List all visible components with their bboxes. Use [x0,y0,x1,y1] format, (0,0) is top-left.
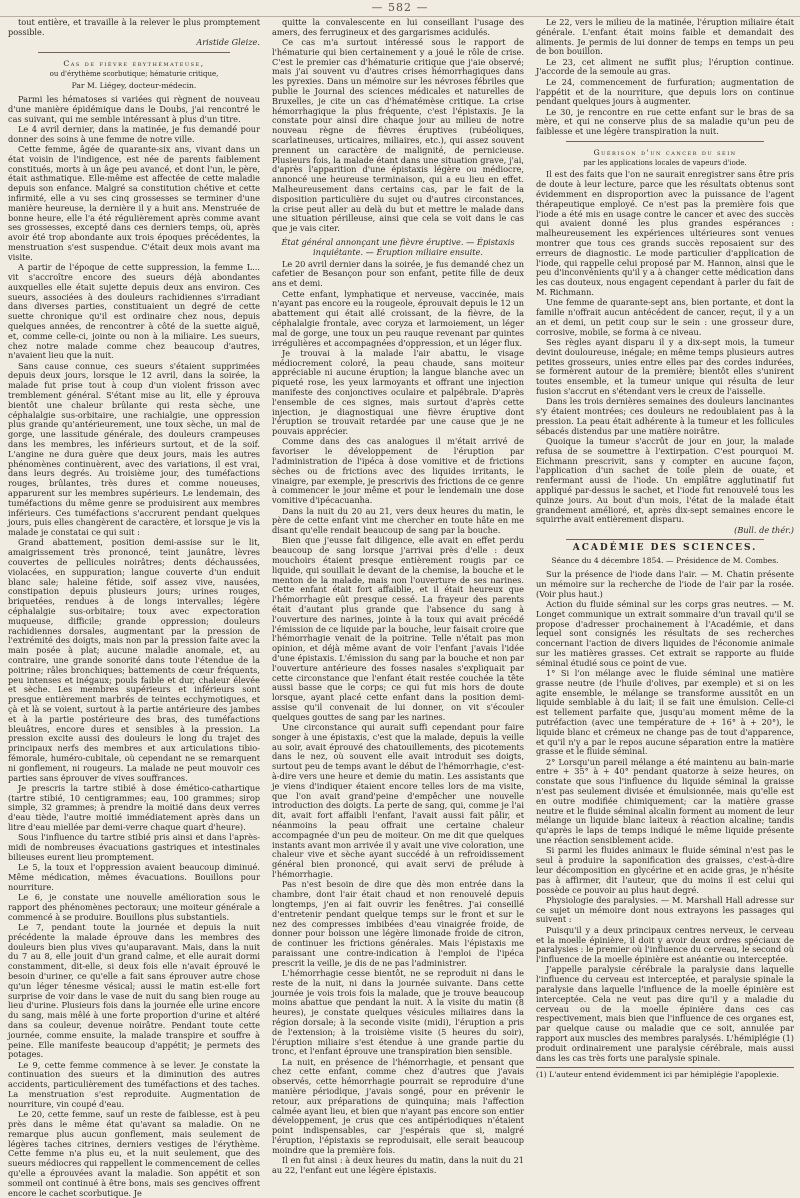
signature: Aristide Gleize. [196,37,260,48]
paragraph: Si parmi les fluides animaux le fluide séminal n'est pas le seul à produire la saponification des graisses, c'est-à-dire leur décomposition en glycérine et en acide gras, je n'hésite pas à affirmer, dit l'auteur, que du moins il est celui qui possède ce pouvoir au plus haut degré. [536,845,794,895]
paragraph: Action du fluide séminal sur les corps gras neutres. — M. Longet communique un extrait sommaire d'un travail qu'il se propose d'adresser prochainement à l'Académie, et dans lequel sont consignés les résultats de ses recherches concernant l'action de divers liquides de l'économie animale sur les matières grasses. Cet extrait se rapporte au fluide séminal étudié sous ce point de vue. [536,598,794,668]
section-author: Par M. Liégey, docteur-médecin. [71,81,197,91]
paragraph: Je trouvai à la malade l'air abattu, le visage médiocrement coloré, la peau chaude, sans moiteur appréciable ni aucune éruption; la langue blanche avec un piqueté rose, les yeux larmoyants et offrant une injection manifeste des conjonctives oculaire et palpébrale. D'après l'ensemble de ces signes, mais surtout d'après cette injection, je diagnostiquai une fièvre éruptive dont l'éruption se trouvait retardée par une cause que je ne pouvais apprécier. [272,347,524,437]
session-line: Séance du 4 décembre 1854. — Présidence de M. Combes. [551,556,779,566]
paragraph: Sous l'influence du tartre stibié pris ainsi et dans l'après-midi de nombreuses évacuations gastriques et intestinales bilieuses eurent lieu promptement. [8,832,260,862]
page-number: — 582 — [0,0,800,17]
column-3 [536,18,794,1164]
divider [566,141,764,142]
paragraph: Quoique la tumeur s'accrût de jour en jour, la malade refusa de se soumettre à l'extirpation. C'est pourquoi M. Eichmann prescrivit, sans y compter en aucune façon, l'application d'un sachet de toile plein de ouate, et renfermant aussi de l'iode. Un emplâtre agglutinatif fut appliqué par-dessus le sachet, et l'iode fut renouvelé tous les quinze jours. Au bout d'un mois, l'état de la malade était grandement amélioré, et, après dix-sept semaines encore le squirrhe avait entièrement disparu. [536,435,794,525]
paragraph: A partir de l'époque de cette suppression, la femme L... vit s'accroître encore des sueurs déjà abondantes auxquelles elle était sujette depuis deux ans environ. Ces sueurs, associées à des douleurs rachidiennes s'irradiant dans diverses parties, constituaient un degré de cette suette chronique qu'il est ordinaire chez nous, depuis quelques années, de rencontrer à côté de la suette aiguë, et, comme celle-ci, jointe ou non à la miliaire. Les sueurs, chez notre malade comme chez beaucoup d'autres, n'avaient lieu que la nuit. [8,262,260,361]
paragraph: Le 7, pendant toute la journée et depuis la nuit précédente la malade éprouve dans les membres des douleurs bien plus vives qu'auparavant. Mais, dans la nuit du 7 au 8, elle jouit d'un grand calme, et elle aurait dormi constamment, dit-elle, si deux fois elle n'avait éprouvé le besoin d'uriner, ce qu'elle a fait sans éprouver autre chose qu'un léger ténesme vésical; aussi le matin est-elle fort surprise de voir dans le vase de nuit du sang bien rouge au lieu d'urine. Plusieurs fois dans la journée elle urine encore du sang, mais mêlé à une forte proportion d'urine et altéré dans sa couleur, devenue noirâtre. Pendant toute cette journée, comme ensuite, la malade transpire et souffre à peine. Elle manifeste beaucoup d'appétit; je permets des potages. [8,922,260,1060]
paragraph: Le 9, cette femme commence à se lever. Je constate la continuation des sueurs et la diminution des autres accidents, particulièrement des tuméfactions et des taches. La menstruation s'est reproduite. Augmentation de nourriture, vin coupé d'eau. [8,1059,260,1109]
paragraph: tout entière, et travaille à la relever le plus promptement possible. [8,17,260,37]
paragraph: Cette femme, âgée de quarante-six ans, vivant dans un état voisin de l'indigence, est née de parents faiblement constitués, morts à un âge peu avancé, et dont l'un, le père, était asthmatique. Elle-même est affectée de cette maladie depuis son enfance. Malgré sa constitution chétive et cette infirmité, elle a vu ses cinq grossesses se terminer d'une manière heureuse, la dernière il y a huit ans. Menstruée de bonne heure, elle l'a été régulièrement après comme avant ses grossesses, excepté dans ces derniers temps, où, après avoir été trop abondante aux trois époques précédentes, la menstruation s'est suspendue. C'était deux mois avant ma visite. [8,144,260,262]
section-title: Cas de fièvre érythémateuse, [63,58,205,68]
paragraph: 2° Lorsqu'un pareil mélange a été maintenu au bain-marie entre + 35° à + 40° pendant quatorze à seize heures, on constate que sous l'influence du liquide séminal la graisse n'est pas seulement divisée et émulsionnée, mais qu'elle est en outre modifiée chimiquement; car la matière grasse neutre et le fluide séminal alcalin forment au moment de leur mélange un liquide blanc laiteux à réaction alcaline; tandis qu'après le laps de temps indiqué le même liquide présente une réaction sensiblement acide. [536,756,794,846]
paragraph: Physiologie des paralysies. — M. Marshall Hall adresse sur ce sujet un mémoire dont nous extrayons les passages qui suivent : [536,894,794,925]
paragraph: Dans les trois dernières semaines des douleurs lancinantes s'y étaient montrées; ces douleurs ne redoublaient pas à la pression. La peau était adhérente à la tumeur et les follicules sébacés distendus par une matière noirâtre. [536,396,794,436]
section-title: Guérison d'un cancer du sein [593,148,737,158]
paragraph: Il en fut ainsi : à deux heures du matin, dans la nuit du 21 au 22, l'enfant eut une légère épistaxis. [272,1155,524,1175]
paragraph: Une circonstance qui aurait suffi cependant pour faire songer à une épistaxis, c'est que la malade, depuis la veille au soir, avait éprouvé des chatouillements, des picotements dans le nez, où souvent elle avait introduit ses doigts, surtout peu de temps avant le début de l'hémorrhagie, c'est-à-dire vers une heure et demie du matin. Les assistants que je viens d'indiquer étaient encore telles lors de ma visite, que l'on avait grand'peine d'empêcher une nouvelle introduction des doigts. La perte de sang, qui, comme je l'ai dit, avait fort affaibli l'enfant, l'avait aussi fait pâlir, et néanmoins la peau offrait une certaine chaleur accompagnée d'un peu de moiteur. On me dit que quelques instants avant mon arrivée il y avait une vive coloration, une chaleur vive et sèche ayant succédé à un refroidissement général bien prononcé, qui avait servi de prélude à l'hémorrhagie. [272,722,524,880]
paragraph: Le 20 avril dernier dans la soirée, je fus demandé chez un cafetier de Besançon pour son enfant, petite fille de deux ans et demi. [272,258,524,289]
paragraph: Puisqu'il y a deux principaux centres nerveux, le cerveau et la moelle épinière, il doit y avoir deux ordres spéciaux de paralysies : le premier où l'influence du cerveau, le second où l'influence de la moelle épinière est anéantie ou interceptée. [536,924,794,965]
paragraph: Cette enfant, lymphatique et nerveuse, vaccinée, mais n'ayant pas encore eu la rougeole, éprouvait depuis le 12 un abattement qui était allé croissant, de la fièvre, de la céphalalgie frontale, avec coryza et larmoiement, un léger mal de gorge, une toux un peu rauque revenant par quintes irrégulières et accompagnées d'oppression, et un léger flux. [272,288,524,348]
paragraph: 1° Si l'on mélange avec le fluide séminal une matière grasse neutre (de l'huile d'olives, par exemple) et si on les agite ensemble, le mélange se transforme aussitôt en un liquide semblable à du lait; il se fait une émulsion. Celle-ci est tellement parfaite que, jusqu'au moment même de la putréfaction (avec une température de + 16° à + 20°), le liquide blanc et crémeux ne change pas de tout d'apparence, et qu'il n'y a par le repos aucune séparation entre la matière grasse et le fluide séminal. [536,668,794,757]
paragraph: Grand abattement, position demi-assise sur le lit, amaigrissement très prononcé, teint jaunâtre, lèvres couvertes de pellicules noirâtres; dents déchaussées, violacées, en suppuration; langue couverte d'un enduit blanc sale; haleine fétide, soif assez vive, nausées, constipation depuis plusieurs jours; urines rouges, briquetées, rendues à de longs intervalles; légère céphalalgie sus-orbitaire; toux avec expectoration muqueuse, difficile; grande oppression; douleurs rachidiennes dorsales, augmentant par la pression de l'extrémité des doigts, mais non par la pression faite avec la main posée à plat; aucune maladie anomale, et, au contraire, une grande sonorité dans toute l'étendue de la poitrine; râles bronchiques; battements de cœur fréquents, peu intenses et inégaux; pouls faible et dur, chaleur élevée et sèche. Les membres supérieurs et inférieurs sont presque entièrement marbrés de teintes ecchymotiques, et çà et là se voient, surtout à la partie antérieure des jambes et à la partie postérieure des bras, des tuméfactions bleuâtres, encore dures et sensibles à la pression. La pression excite aussi des douleurs le long du trajet des principaux nerfs des membres et aux articulations tibio-fémorale, huméro-cubitale, où cependant ne se remarquent ni gonflement, ni rougeurs. La malade ne peut mouvoir ces parties sans éprouver de vives souffrances. [8,537,260,783]
paragraph: quitte la convalescente en lui conseillant l'usage des amers, des ferrugineux et des gargarismes acidulés. [272,17,524,37]
paragraph: La nuit, en présence de l'hémorrhagie, et pensant que chez cette enfant, comme chez d'autres que j'avais observés, cette hémorrhagie pourrait se reproduire d'une manière périodique, j'avais songé, pour en prévenir le retour, aux préparations de quinquina; mais l'affection calmée ayant lieu, et bien que n'ayant pas encore son entier développement, je crus que ces antipériodiques n'étaient point indispensables, car j'espérais que si, malgré l'éruption, l'épistaxis se reproduisait, elle serait beaucoup moindre que la première fois. [272,1056,524,1155]
paragraph: Comme dans des cas analogues il m'était arrivé de favoriser le développement de l'éruption par l'administration de l'ipéca à dose vomitive et de frictions sèches ou de frictions avec des liquides irritants, le vinaigre, par exemple, je prescrivis des frictions de ce genre à commencer le jour même et pour le lendemain une dose vomitive d'ipécacuanha. [272,436,524,506]
paragraph: Une femme de quarante-sept ans, bien portante, et dont la famille n'offrait aucun antécédent de cancer, reçut, il y a un an et demi, un petit coup sur le sein : une grosseur dure, corrosive, mobile, se forma à ce niveau. [536,297,794,337]
paragraph: L'hémorrhagie cesse bientôt, ne se reproduit ni dans le reste de la nuit, ni dans la journée suivante. Dans cette journée je vois trois fois la malade, que je trouve beaucoup moins abattue que pendant la nuit. A la visite du matin (8 heures), je constate quelques vésicules miliaires dans la région dorsale; à la seconde visite (midi), l'éruption a pris de l'extension; à la troisième visite (5 heures du soir), l'éruption miliaire s'est étendue à une grande partie du tronc, et l'enfant éprouve une transpiration bien sensible. [272,968,524,1057]
paragraph: Ses règles ayant disparu il y a dix-sept mois, la tumeur devint douloureuse, inégale; en même temps plusieurs autres petites grosseurs, unies entre elles par des cordes indurées, se formèrent autour de la première; bientôt elles s'unirent toutes ensemble, et la tumeur unique qui résulta de leur fusion s'accrut en s'étendant vers le creux de l'aisselle. [536,337,794,396]
paragraph: Le 30, je rencontre en rue cette enfant sur le bras de sa mère, et qui ne conserve plus de sa maladie qu'un peu de faiblesse et une légère transpiration la nuit. [536,106,794,137]
paragraph: Le 5, la toux et l'oppression avaient beaucoup diminué. Même médication, mêmes évacuations. Bouillons pour nourriture. [8,862,260,892]
divider [38,52,230,53]
paragraph: Sur la présence de l'iode dans l'air. — M. Chatin présente un mémoire sur la recherche de l'iode de l'air par la rosée. (Voir plus haut.) [536,569,794,599]
paragraph: Dans la nuit du 20 au 21, vers deux heures du matin, le père de cette enfant vint me chercher en toute hâte en me disant qu'elle rendait beaucoup de sang par la bouche. [272,505,524,536]
paragraph: Le 22, vers le milieu de la matinée, l'éruption miliaire était générale. L'enfant était moins faible et demandait des aliments. Je permis de lui donner de temps en temps un peu de bon bouillon. [536,17,794,57]
divider [566,539,764,540]
paragraph: Pas n'est besoin de dire que dès mon entrée dans la chambre, dont l'air était chaud et non renouvelé depuis longtemps, j'en ai fait ouvrir les fenêtres. J'ai conseillé d'entretenir pendant quelque temps sur le front et sur le nez des compresses imbibées d'eau vinaigrée froide, de donner pour boisson une légère limonade froide de citron, de continuer les frictions générales. Mais l'épistaxis me paraissant une contre-indication à l'emploi de l'ipéca prescrit la veille, je dis de ne pas l'administrer. [272,879,524,968]
footnote: (1) L'auteur entend évidemment ici par hémiplégie l'apoplexie. [536,1067,794,1080]
paragraph: Le 23, cet aliment ne suffit plus; l'éruption continue. J'accorde de la semoule au gras. [536,56,794,77]
paragraph: J'appelle paralysie cérébrale la paralysie dans laquelle l'influence du cerveau est interceptée, et paralysie spinale la paralysie dans laquelle l'influence de la moelle épinière est interceptée. Cela ne veut pas dire qu'il y a maladie du cerveau ou de la moelle épinière dans ces cas respectivement, mais bien que l'influence de ces organes est, par quelque cause ou maladie que ce soit, annulée par rapport aux muscles des membres paralysés. L'hémiplégie (1) produit ordinairement une paralysie cérébrale, mais aussi dans les cas très forts une paralysie spinale. [536,964,794,1063]
paragraph: Le 4 avril dernier, dans la matinée, je fus demandé pour donner des soins à une femme de notre ville. [8,123,260,144]
column-2 [272,17,524,1175]
paragraph: Le 24, commencement de furfuration; augmentation de l'appétit et de la nourriture, que depuis lors on continue pendant quelques jours à augmenter. [536,76,794,107]
academy-heading: ACADÉMIE DES SCIENCES. [572,543,758,554]
paragraph: Parmi les hématoses si variées qui règnent de nouveau d'une manière épidémique dans le Doubs, j'ai rencontré le cas suivant, qui me semble intéressant à plus d'un titre. [8,94,260,124]
section-subtitle: ou d'érythème scorbutique; hématurie critique, [49,69,219,78]
paragraph: Bien que j'eusse fait diligence, elle avait en effet perdu beaucoup de sang lorsque j'arrivai près d'elle : deux mouchoirs étaient presque entièrement rougis par ce liquide, qui souillait le devant de la chemise, la bouche et le menton de la malade, mais non l'ouverture de ses narines. Cette enfant était fort affaiblie, et il était heureux que l'hémorrhagie eût presque cessé. La frayeur des parents était d'autant plus grande que l'absence du sang à l'ouverture des narines, jointe à la toux qui avait précédé l'émission de ce liquide par la bouche, leur faisait croire que l'hémorrhagie venait de la poitrine. Telle n'était pas mon opinion, et déjà même avant de voir l'enfant j'avais l'idée d'une épistaxis. L'émission du sang par la bouche et non par l'ouverture antérieure des fosses nasales s'expliquait par cette circonstance que l'enfant était restée couchée la tête aussi basse que le corps; ce qui fut mis hors de doute lorsque, ayant placé cette enfant dans la position demi-assise qu'il convenait de lui donner, on vit s'écouler quelques gouttes de sang par les narines. [272,535,524,722]
paragraph: Ce cas m'a surtout intéressé sous le rapport de l'hématurie qui bien certainement y a joué le rôle de crise. C'est le premier cas d'hématurie critique que j'aie observé; mais j'ai souvent vu d'autres crises hémorrhagiques dans les pyrexies. Dans un mémoire sur les névroses fébriles que publie le Journal des sciences médicales et naturelles de Bruxelles, je cite un cas d'hématémèse critique. La crise hémorrhagique la plus fréquente, c'est l'épistaxis. Je la constate pour ainsi dire chaque jour au milieu de notre nouveau règne de fièvres éruptives (rubéoliques, scarlatineuses, urticaires, miliaires, etc.), qui assez souvent prennent un caractère de malignité, de pernicieuse. Plusieurs fois, la malade étant dans une situation grave, j'ai, d'après l'apparition d'une épistaxis légère ou médiocre, annoncé une heureuse terminaison, qui a eu lieu en effet. Malheureusement dans certains cas, par le fait de la disposition particulière du sujet ou d'autres circonstances, la crise peut aller au delà du but et mettre le malade dans une situation périlleuse, ainsi que cela se voit dans le cas que je vais citer. [272,37,524,234]
paragraph: Il est des faits que l'on ne saurait enregistrer sans être pris de doute à leur lecture, parce que les résultats obtenus sont évidemment en disproportion avec la puissance de l'agent thérapeutique employé. Ce n'est pas la première fois que l'iode a été mis en usage contre le cancer et avec des succès qui avaient donné les plus grandes espérances : malheureusement les expériences ultérieures sont venues montrer que tous ces grands succès reposaient sur des erreurs de diagnostic. Le mode particulier d'application de l'iode, qui rappelle celui proposé par M. Hannon, ainsi que le peu d'inconvénients qu'il y a à changer cette médication dans les cas douteux, nous engagent cependant à parler du fait de M. Richmann. [536,169,794,298]
source-citation: (Bull. de thér.) [734,524,794,535]
column-1 [8,17,260,1198]
paragraph: Sans cause connue, ces sueurs s'étaient supprimées depuis deux jours, lorsque le 12 avril, dans la soirée, la malade fut prise tout à coup d'un violent frisson avec tremblement général. S'étant mise au lit, elle y éprouva bientôt une chaleur brûlante qui resta sèche, une céphalalgie sus-orbitaire, une rachialgie, une oppression plus grande qu'antérieurement, une toux sèche, un mal de gorge, une lassitude générale, des douleurs crampeuses dans les membres, les inférieurs surtout, et de la soif. L'angine ne dura guère que deux jours, mais les autres phénomènes continuèrent, avec des variations, il est vrai, dans leurs degrés. Au troisième jour, des tuméfactions rouges, brûlantes, très dures et comme noueuses, apparurent sur les membres supérieurs. Le lendemain, des tuméfactions du même genre se produisirent aux membres inférieurs. Ces tuméfactions s'accrurent pendant quelques jours, puis elles changèrent de caractère, et lorsque je vis la malade je constatai ce qui suit : [8,360,260,538]
paragraph: Je prescris la tartre stibié à dose émético-cathartique (tartre stibié, 10 centigrammes; eau, 100 grammes; sirop simple, 32 grammes; à prendre la moitié dans deux verres d'eau tiède, l'autre moitié immédiatement après dans un litre d'eau miellée par demi-verre chaque quart d'heure). [8,782,260,833]
section-subtitle: par les applications locales de vapeurs d'iode. [583,158,747,167]
paragraph: Le 6, je constate une nouvelle amélioration sous le rapport des phénomènes pectoraux; une moiteur générale a commencé à se produire. Bouillons plus substantiels. [8,892,260,922]
paragraph: Le 20, cette femme, sauf un reste de faiblesse, est à peu près dans le même état qu'avant sa maladie. On ne remarque plus aucun gonflement, mais seulement de légères taches citrines, derniers vestiges de l'érythème. Cette femme n'a plus eu, et la nuit seulement, que des sueurs médiocres qui rappellent le commencement de celles qu'elle a éprouvées avant la maladie. Son appétit et son sommeil ont continué à être bons, mais ses gencives offrent encore le cachet scorbutique. Je [8,1109,260,1198]
case-subheading: État général annonçant une fièvre éruptive. — Épistaxis inquiétante. — Éruption miliaire ensuite. [281,237,515,257]
